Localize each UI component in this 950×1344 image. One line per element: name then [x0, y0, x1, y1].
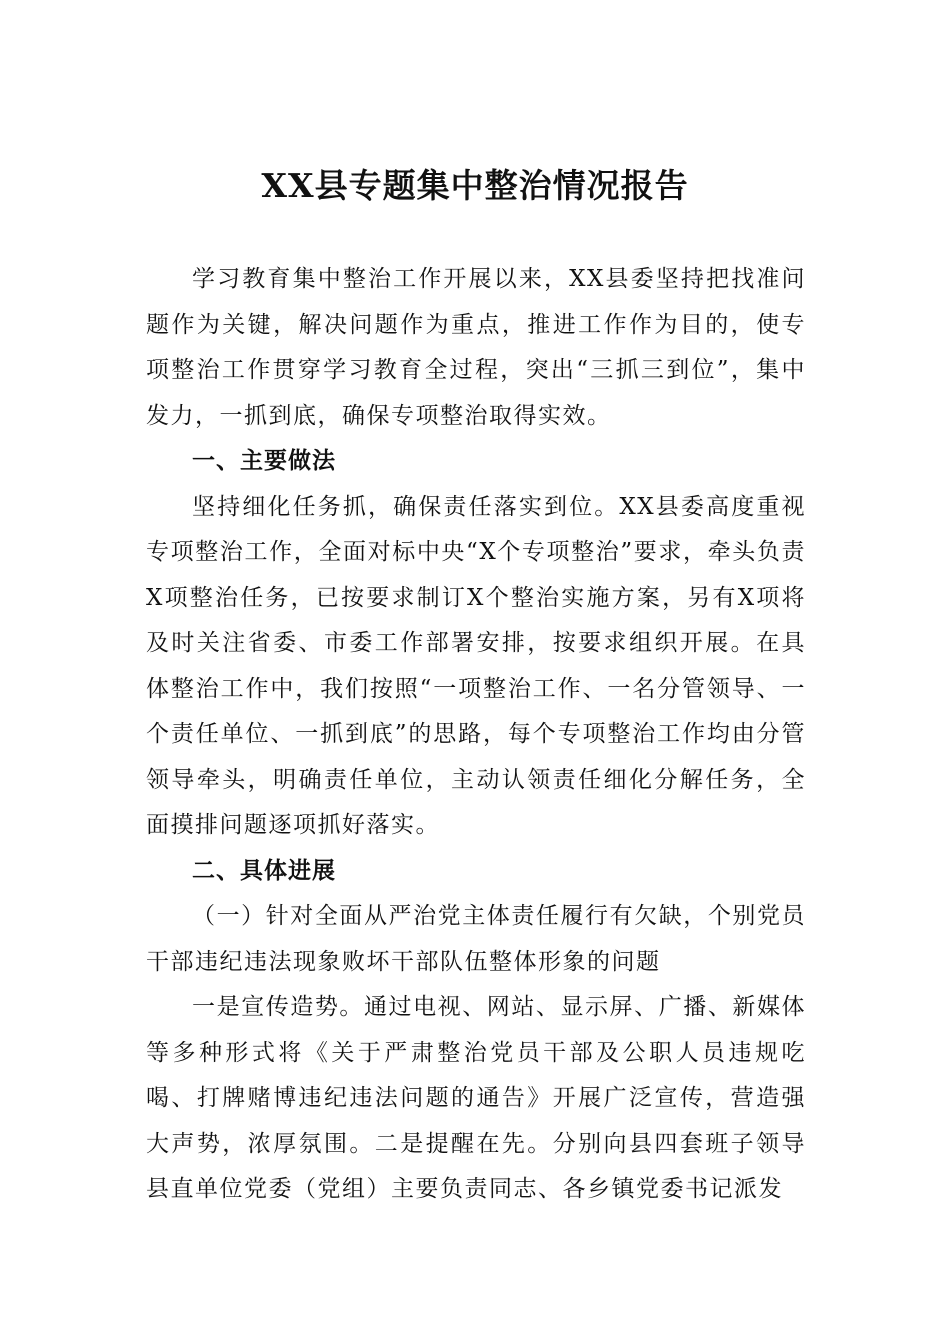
section-1-heading: 一、主要做法: [192, 448, 336, 474]
section-2-paragraph: 一是宣传造势。通过电视、网站、显示屏、广播、新媒体等多种形式将《关于严肃整治党员干部及公职人员违规吃喝、打牌赌博违纪违法问题的通告》开展广泛宣传，营造强大声势，浓厚氛围。二是提醒在先。分别向县四套班子领导县直单位党委（党组）主要负责同志、各乡镇党委书记派发: [146, 994, 806, 1202]
document-body: [146, 257, 806, 1213]
section-2-heading: 二、具体进展: [192, 857, 336, 884]
intro-paragraph: 学习教育集中整治工作开展以来，XX县委坚持把找准问题作为关键，解决问题作为重点，推进工作作为目的，使专项整治工作贯穿学习教育全过程，突出“三抓三到位”，集中发力，一抓到底，确保专项整治取得实效。: [146, 266, 806, 429]
section-2-subheading: （一）针对全面从严治党主体责任履行有欠缺，个别党员干部违纪违法现象败坏干部队伍整体形象的问题: [146, 903, 806, 975]
section-1-paragraph: 坚持细化任务抓，确保责任落实到位。XX县委高度重视专项整治工作，全面对标中央“X个专项整治”要求，牵头负责X项整治任务，已按要求制订X个整治实施方案，另有X项将及时关注省委、市委工作部署安排，按要求组织开展。在具体整治工作中，我们按照“一项整治工作、一名分管领导、一个责任单位、一抓到底”的思路，每个专项整治工作均由分管领导牵头，明确责任单位，主动认领责任细化分解任务，全面摸排问题逐项抓好落实。: [146, 493, 806, 838]
document-title: XX县专题集中整治情况报告: [261, 166, 689, 205]
